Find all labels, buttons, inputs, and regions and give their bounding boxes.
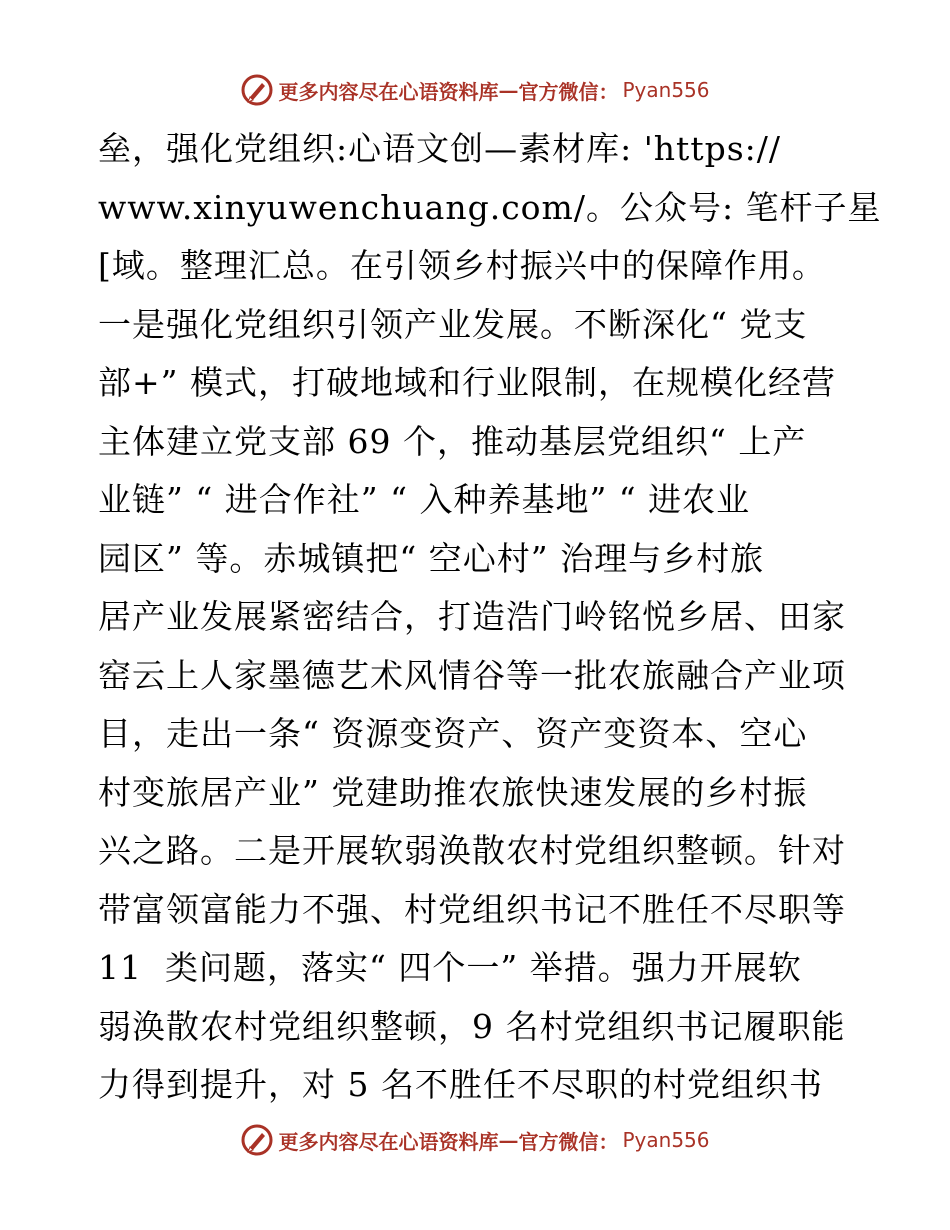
text-line: 窑云上人家墨德艺术风情谷等一批农旅融合产业项 xyxy=(98,655,846,695)
text-line: 园区” 等。赤城镇把“ 空心村” 治理与乡村旅 xyxy=(98,538,765,578)
banner-dash: — xyxy=(498,78,519,102)
text-line: 兴之路。二是开展软弱涣散农村党组织整顿。针对 xyxy=(98,831,846,870)
text-line: 部+” 模式，打破地域和行业限制，在规模化经营 xyxy=(98,363,837,402)
text-line: [域。整理汇总。在引领乡村振兴中的保障作用。 xyxy=(98,246,826,285)
text-line: 垒，强化党组织:心语文创—素材库: 'https:// xyxy=(98,129,781,168)
banner-main-text: 更多内容尽在心语资料库 xyxy=(278,79,499,104)
text-line: 弱涣散农村党组织整顿，9 名村党组织书记履职能 xyxy=(98,1006,846,1046)
banner-wechat-label: 官方微信： xyxy=(518,79,619,104)
text-line: 一是强化党组织引领产业发展。不断深化“ 党支 xyxy=(98,304,808,344)
text-line: 业链” “ 进合作社” “ 入种养基地” “ 进农业 xyxy=(98,480,751,519)
pen-logo-icon xyxy=(240,73,274,107)
banner-wechat-id: Pyan556 xyxy=(622,78,710,102)
pen-logo-icon xyxy=(240,1123,274,1157)
header-banner xyxy=(0,70,950,110)
text-line: 带富领富能力不强、村党组织书记不胜任不尽职等 xyxy=(98,889,846,929)
document-body xyxy=(98,120,882,1115)
footer-banner xyxy=(0,1120,950,1160)
banner-main-text: 更多内容尽在心语资料库 xyxy=(278,1129,499,1154)
text-line: 村变旅居产业” 党建助推农旅快速发展的乡村振 xyxy=(98,772,808,812)
text-line: 居产业发展紧密结合，打造浩门岭铭悦乡居、田家 xyxy=(98,597,846,636)
banner-wechat-label: 官方微信： xyxy=(518,1129,619,1154)
text-line: 主体建立党支部 69 个，推动基层党组织“ 上产 xyxy=(98,421,807,461)
text-line: www.xinyuwenchuang.com/。公众号: 笔杆子星 xyxy=(98,187,882,227)
text-line: 目，走出一条“ 资源变资产、资产变资本、空心 xyxy=(98,714,808,753)
banner-dash: — xyxy=(498,1128,519,1152)
text-line: 力得到提升，对 5 名不胜任不尽职的村党组织书 xyxy=(98,1065,823,1104)
banner-wechat-id: Pyan556 xyxy=(622,1128,710,1152)
text-line: 11 类问题，落实“ 四个一” 举措。强力开展软 xyxy=(98,948,802,987)
